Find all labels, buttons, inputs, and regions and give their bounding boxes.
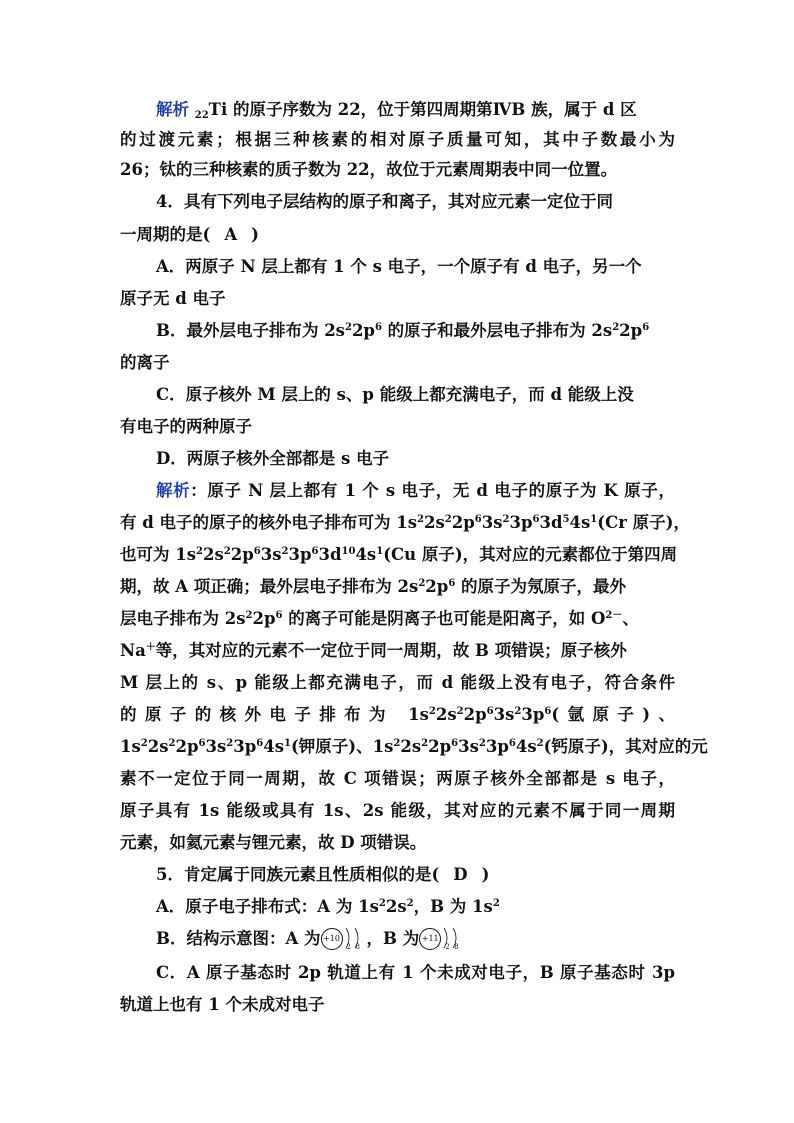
analysis-label: 解析 xyxy=(156,100,189,119)
q4-analysis-line-6: Na＋等，其对应的元素不一定位于同一周期，故 B 项错误；原子核外 xyxy=(120,641,627,660)
q4-analysis-line-7: M 层上的 s、p 能级上都充满电子，而 d 能级上没有电子，符合条件 xyxy=(120,673,675,692)
q4-stem-line-2: 一周期的是( A ) xyxy=(120,225,259,244)
q4-analysis-line-4: 期，故 A 项正确；最外层电子排布为 $2s^22p^6$ 的原子为氖原子，最外 xyxy=(120,577,627,596)
q4-answer: A xyxy=(224,225,238,244)
q4-analysis-line-9: $1s^22s^22p^63s^23p^64s^1$(钾原子)、$1s^22s^22p^63s^23p^64s^2$(钙原子)，其对应的元 xyxy=(120,737,708,756)
atom-structure-diagram-a: +10 2 8 xyxy=(321,926,367,950)
q4-analysis-line-11: 原子具有 1s 能级或具有 1s、2s 能级，其对应的元素不属于同一周期 xyxy=(120,801,675,820)
q5-option-b: B．结构示意图：A 为 +10 2 8 ，B 为 +11 2 8 xyxy=(156,924,675,958)
q4-stem-line-1: 4．具有下列电子层结构的原子和离子，其对应元素一定位于同 xyxy=(156,192,613,211)
q5-option-c-line-1: C．A 原子基态时 2p 轨道上有 1 个未成对电子，B 原子基态时 3p xyxy=(156,963,675,982)
q4-analysis-line-8: 的原子的核外电子排布为 $1s^22s^22p^63s^23p^6$(氩原子)、 xyxy=(120,705,675,724)
q4-analysis-line-5: 层电子排布为 $2s^22p^6$ 的离子可能是阴离子也可能是阳离子，如 $O^{2-}$、 xyxy=(120,609,639,628)
q4-option-b-line-2: 的离子 xyxy=(120,353,170,372)
q5-option-a: A．原子电子排布式：A 为 $1s^22s^2$，B 为 $1s^2$ xyxy=(156,897,500,916)
q3-analysis-line-2: 的过渡元素；根据三种核素的相对原子质量可知，其中子数最小为 xyxy=(120,130,675,149)
q4-option-a-line-2: 原子无 d 电子 xyxy=(120,289,226,308)
q4-option-b-line-1: B．最外层电子排布为 $2s^22p^6$ 的原子和最外层电子排布为 $2s^22p^6$ xyxy=(156,321,650,340)
q4-option-d: D．两原子核外全部都是 s 电子 xyxy=(156,449,390,468)
q4-analysis-line-12: 元素，如氦元素与锂元素，故 D 项错误。 xyxy=(120,833,427,852)
q4-analysis-line-10: 素不一定位于同一周期，故 C 项错误；两原子核外全部都是 s 电子， xyxy=(120,769,675,788)
q4-analysis-line-1: 解析：原子 N 层上都有 1 个 s 电子，无 d 电子的原子为 K 原子， xyxy=(156,481,675,500)
analysis-label: 解析 xyxy=(156,481,191,500)
q4-option-c-line-1: C．原子核外 M 层上的 s、p 能级上都充满电子，而 d 能级上没 xyxy=(156,385,634,404)
q3-analysis-line-1: 解析 $_{22}$Ti 的原子序数为 22，位于第四周期第ⅣB 族，属于 d 区 xyxy=(156,100,637,121)
q5-answer: D xyxy=(453,865,468,884)
q4-option-c-line-2: 有电子的两种原子 xyxy=(120,417,252,436)
q5-option-c-line-2: 轨道上也有 1 个未成对电子 xyxy=(120,995,325,1014)
q4-analysis-line-3: 也可为 $1s^22s^22p^63s^23p^63d^{10}4s^1(Cu$ 原子)，其对应的元素都位于第四周 xyxy=(120,545,678,564)
atom-structure-diagram-b: +11 2 8 xyxy=(419,926,465,950)
q3-analysis-line-3: 26；钛的三种核素的质子数为 22，故位于元素周期表中同一位置。 xyxy=(120,160,618,179)
q5-stem: 5．肯定属于同族元素且性质相似的是( D ) xyxy=(156,865,490,884)
q4-analysis-line-2: 有 d 电子的原子的核外电子排布可为 $1s^22s^22p^63s^23p^63d^54s^1(Cr$ 原子)， xyxy=(120,513,690,532)
q4-option-a-line-1: A．两原子 N 层上都有 1 个 s 电子，一个原子有 d 电子，另一个 xyxy=(156,257,642,276)
